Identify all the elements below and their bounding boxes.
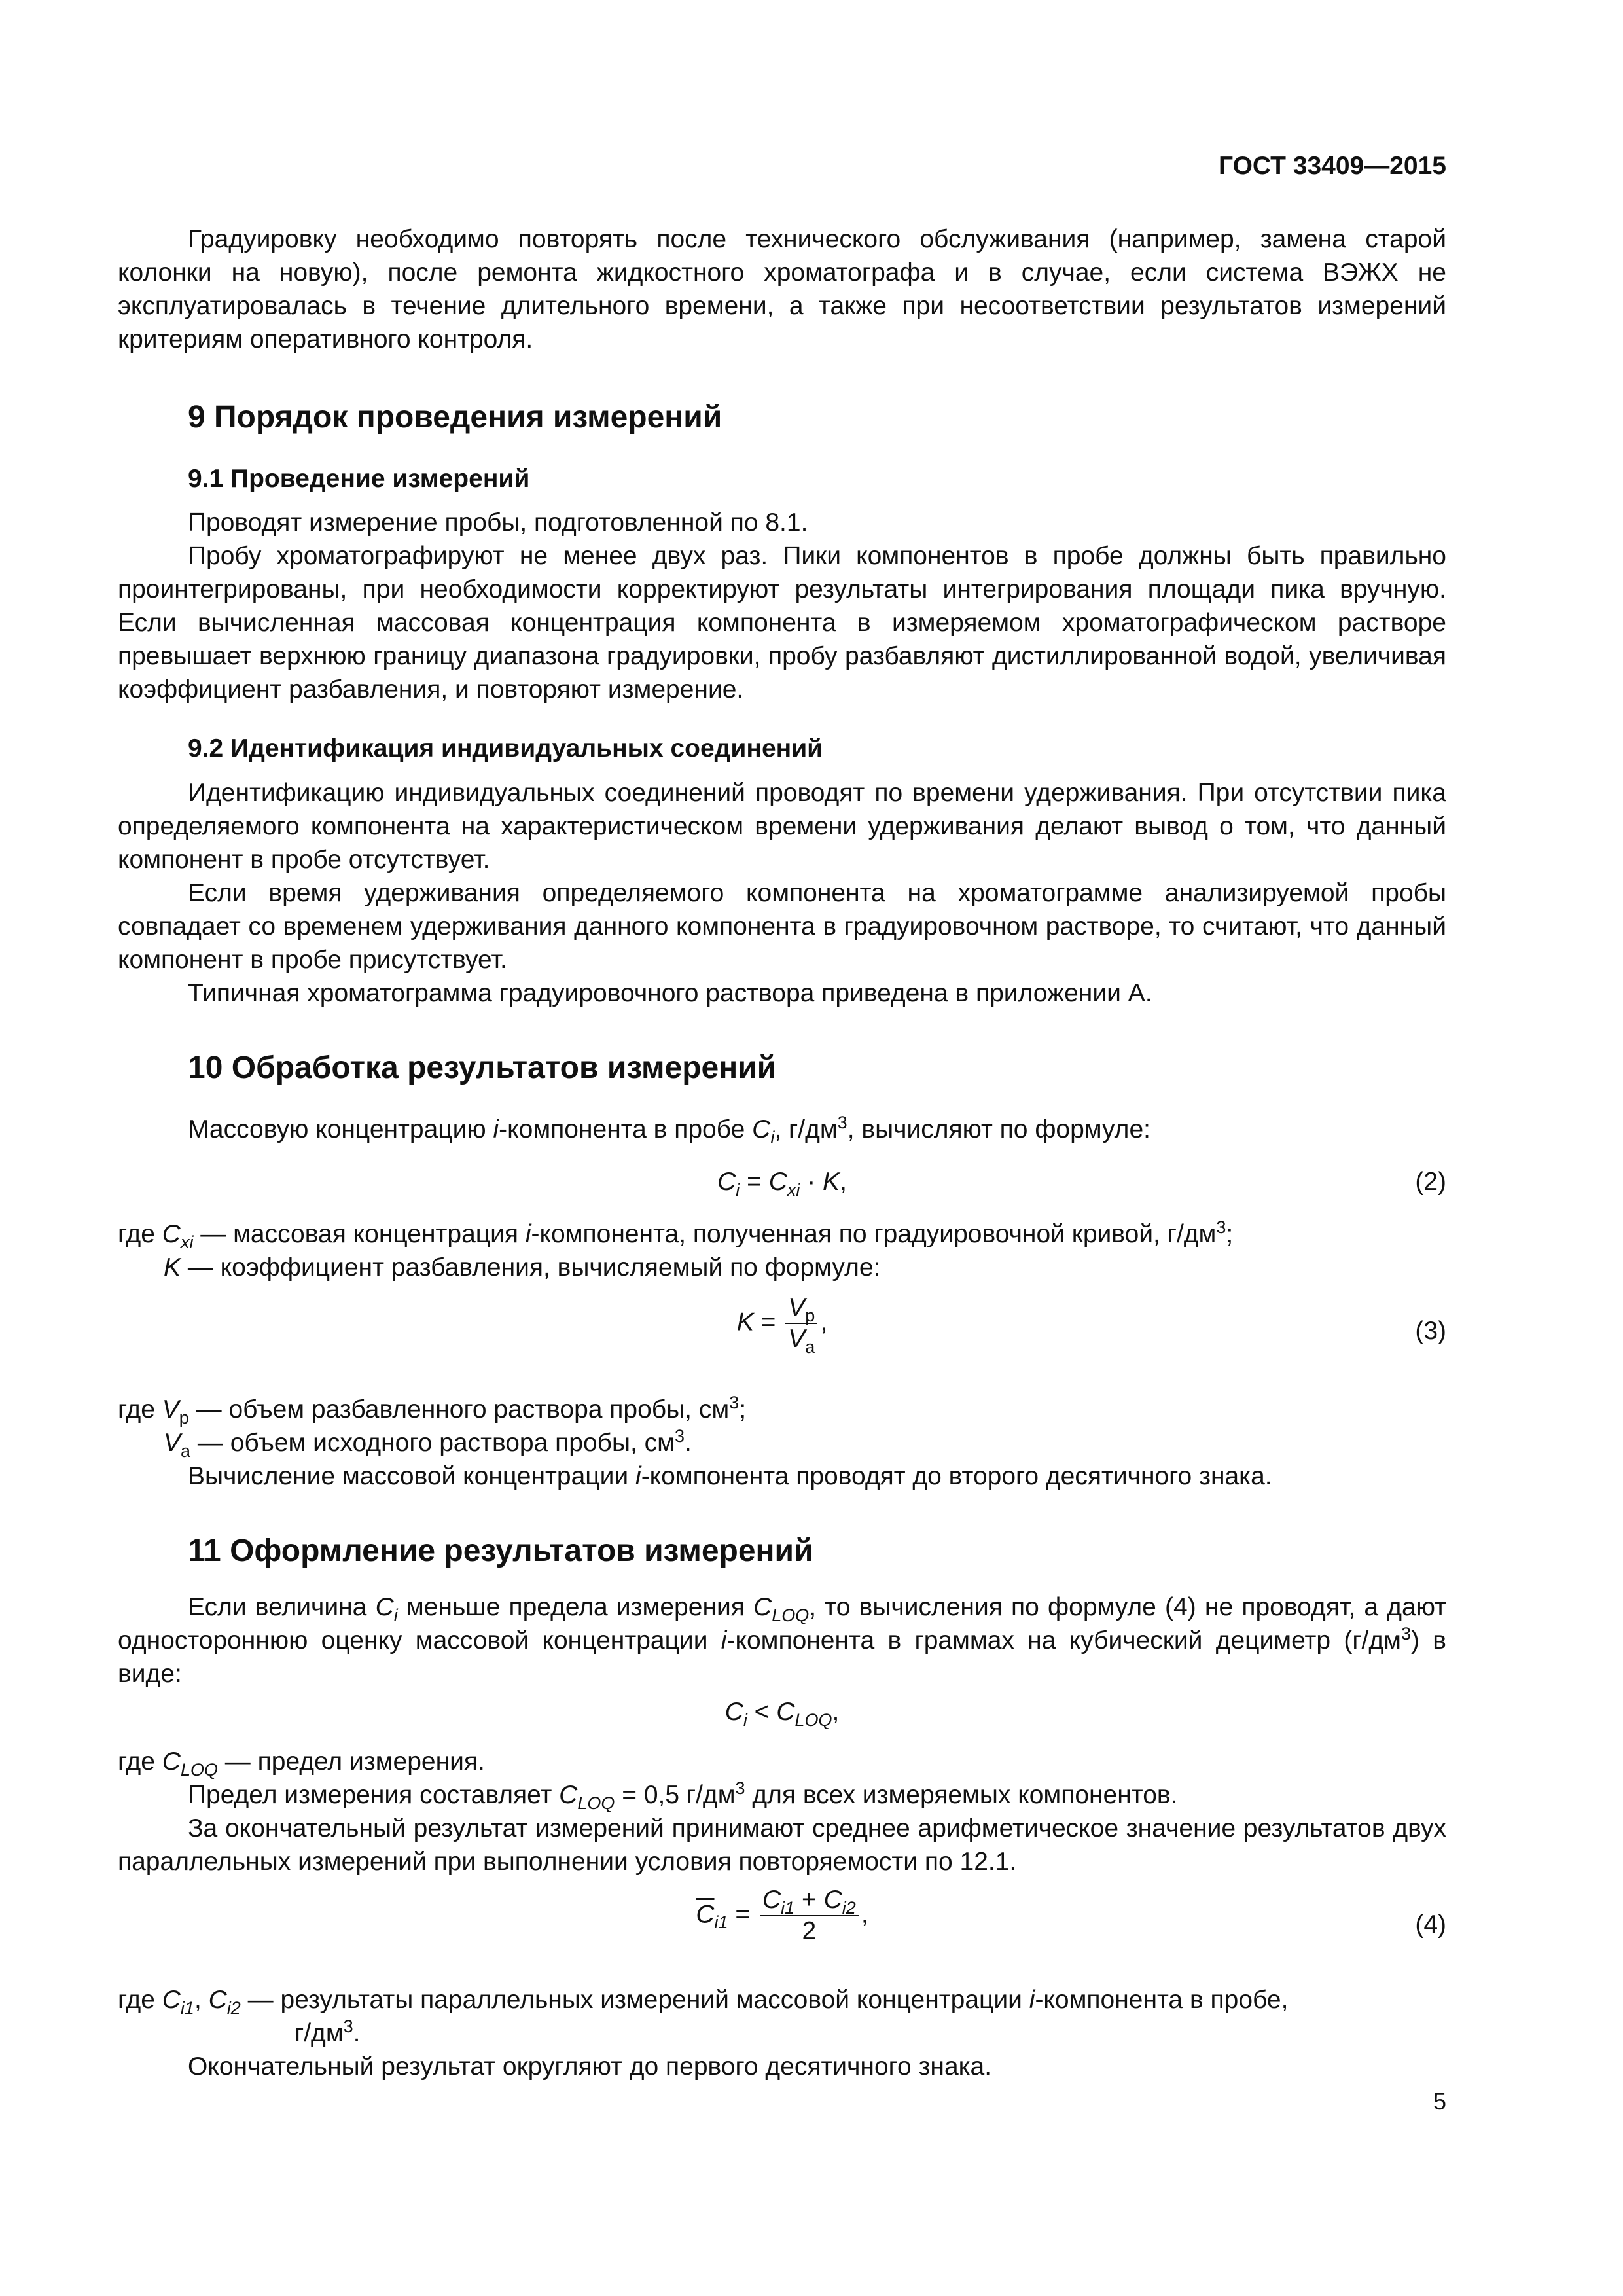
formula-3-number: (3) xyxy=(1415,1317,1446,1345)
formula-2-number: (2) xyxy=(1415,1168,1446,1196)
intro-paragraph: Градуировку необходимо повторять после технического обслуживания (например, замена старой колонки на новую), после ремонта жидкостного хроматографа и в случае, если система ВЭЖХ не эксплуатировалась в течение длительного времени, а также при несоответствии результатов измерений критериям оперативного контроля. xyxy=(118,225,1446,353)
formula-2: $C_i = C_{xi} \cdot K$, xyxy=(717,1168,847,1200)
formula-3: K = $\frac{V_р}{V_а}$ , xyxy=(736,1293,828,1357)
section-9-2-p3: Типичная хроматограмма градуировочного раствора приведена в приложении А. xyxy=(188,979,1152,1007)
section-10-last: Вычисление массовой концентрации i-компонента проводят до второго десятичного знака. xyxy=(188,1462,1272,1490)
section-9-1-p2: Пробу хроматографируют не менее двух раз. Пики компонентов в пробе должны быть правильно проинтегрированы, при необходимости корректируют результаты интегрирования площади пика вручную. Если вычисленная массовая концентрация компонента в измеряемом хроматографическом растворе превышает верхнюю границу диапазона градуировки, пробу разбавляют дистиллированной водой, увеличивая коэффициент разбавления, и повторяют измерение. xyxy=(118,542,1446,704)
where-va: $V_а$ — объем исходного раствора пробы, $см^3$. xyxy=(164,1426,692,1461)
where-vp: где $V_р$ — объем разбавленного раствора пробы, $см^3$; xyxy=(118,1393,747,1427)
formula-4-number: (4) xyxy=(1415,1910,1446,1939)
where-ci1-ci2: где $C_{i1}$, $C_{i2}$ — результаты параллельных измерений массовой концентрации i-компонента в пробе, xyxy=(118,1986,1289,2018)
where-k: K — коэффициент разбавления, вычисляемый по формуле: xyxy=(164,1253,881,1282)
section-9-1-title: 9.1 Проведение измерений xyxy=(188,465,530,493)
section-9-2-p2: Если время удерживания определяемого компонента на хроматограмме анализируемой пробы совпадает со временем удерживания данного компонента в градуировочном растворе, то считают, что данный компонент в пробе присутствует. xyxy=(118,879,1446,974)
formula-loq-inequality: $C_i < C_{LOQ}$, xyxy=(724,1698,840,1730)
section-11-p4: Окончательный результат округляют до первого десятичного знака. xyxy=(188,2053,992,2081)
standard-number: ГОСТ 33409—2015 xyxy=(1219,152,1446,180)
section-11-p1: Если величина $C_i$ меньше предела измерения $C_{LOQ}$, то вычисления по формуле (4) не проводят, а дают одностороннюю оценку массовой концентрации i-компонента в граммах на кубический дециметр $(г/дм^3)$ в виде: xyxy=(118,1593,1446,1688)
section-10-lead: Массовую концентрацию i-компонента в пробе $C_i$, $г/дм^3$, вычисляют по формуле: xyxy=(188,1113,1150,1147)
section-9-1-p1: Проводят измерение пробы, подготовленной по 8.1. xyxy=(188,509,808,537)
section-10-title: 10 Обработка результатов измерений xyxy=(188,1050,777,1085)
section-11-p3: За окончательный результат измерений принимают среднее арифметическое значение результатов двух параллельных измерений при выполнении условия повторяемости по 12.1. xyxy=(118,1814,1446,1876)
section-9-2-title: 9.2 Идентификация индивидуальных соединений xyxy=(188,734,823,762)
fraction-vp-va: $\frac{V_р}{V_а}$ xyxy=(785,1293,817,1354)
where-cxi: где $C_{xi}$ — массовая концентрация i-компонента, полученная по градуировочной кривой, $г/дм^3$; xyxy=(118,1217,1234,1252)
section-9-title: 9 Порядок проведения измерений xyxy=(188,400,722,435)
document-page xyxy=(118,0,1446,2296)
fraction-mean: $\frac{C_{i1} + C_{i2}}{2}$ xyxy=(760,1885,859,1946)
where-ci-unit: $г/дм^3$. xyxy=(294,2017,361,2047)
section-11-title: 11 Оформление результатов измерений xyxy=(188,1534,813,1568)
page-number: 5 xyxy=(1433,2088,1446,2115)
section-11-p2: Предел измерения составляет $C_{LOQ} = 0,5$ $г/дм^3$ для всех измеряемых компонентов. xyxy=(188,1778,1178,1813)
section-9-2-p1: Идентификацию индивидуальных соединений проводят по времени удерживания. При отсутствии пика определяемого компонента на характеристическом времени удерживания делают вывод о том, что данный компонент в пробе отсутствует. xyxy=(118,779,1446,874)
formula-4: $\overline{C}_{i1}$ = $\frac{C_{i1} + C_{i2}}{2}$ , xyxy=(696,1886,868,1945)
where-cloq: где $C_{LOQ}$ — предел измерения. xyxy=(118,1748,485,1780)
